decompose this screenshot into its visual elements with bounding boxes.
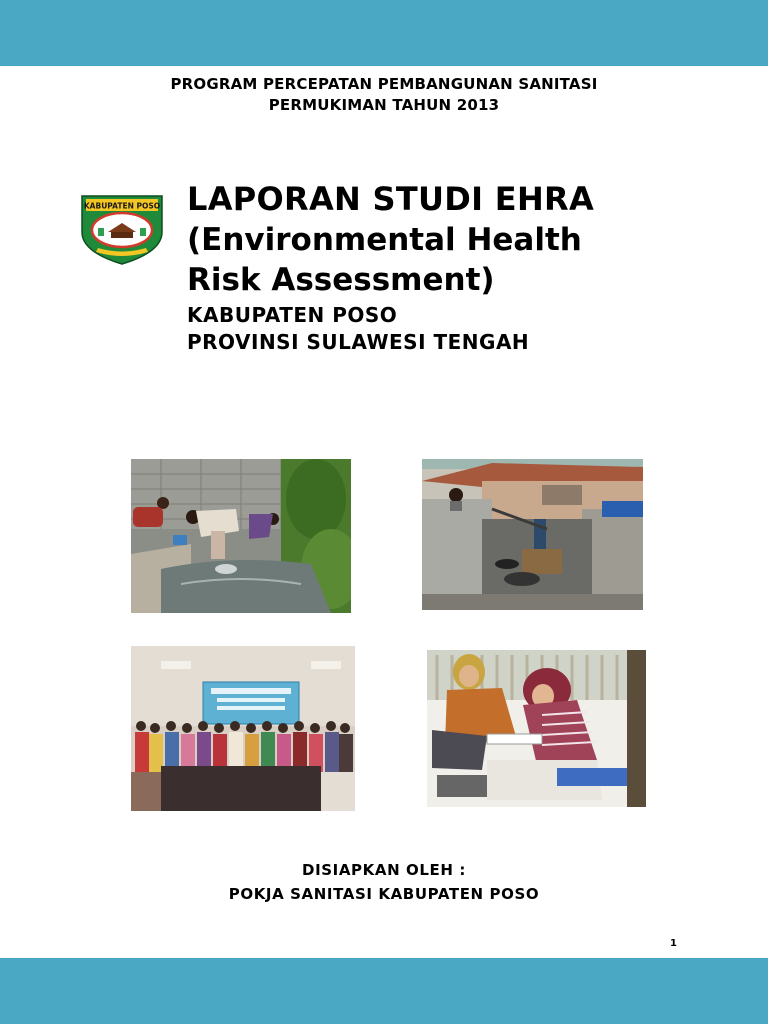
photo-questionnaire: [427, 650, 646, 807]
page-number: 1: [670, 938, 677, 949]
program-line-1: PROGRAM PERCEPATAN PEMBANGUNAN SANITASI: [170, 75, 598, 93]
photo-water-pump: [422, 459, 643, 610]
report-subtitle-line-1: (Environmental Health: [187, 222, 582, 258]
report-title-block: [187, 178, 594, 356]
top-color-band: [0, 0, 768, 66]
photo-group-meeting: [131, 646, 355, 811]
kabupaten-poso-emblem-icon: [78, 190, 166, 266]
photo-washing-stream: [131, 459, 351, 613]
prepared-by-block: [0, 858, 768, 906]
bottom-color-band: [0, 958, 768, 1024]
report-title: LAPORAN STUDI EHRA: [187, 180, 595, 218]
prepared-by-label: DISIAPKAN OLEH :: [302, 861, 466, 879]
svg-text:KABUPATEN POSO: KABUPATEN POSO: [83, 201, 161, 211]
report-subtitle-line-2: Risk Assessment): [187, 262, 495, 298]
program-line-2: PERMUKIMAN TAHUN 2013: [268, 96, 500, 114]
regency-name: KABUPATEN POSO: [187, 303, 398, 327]
province-name: PROVINSI SULAWESI TENGAH: [187, 330, 530, 354]
prepared-by-name: POKJA SANITASI KABUPATEN POSO: [228, 885, 540, 903]
program-heading: [0, 74, 768, 116]
